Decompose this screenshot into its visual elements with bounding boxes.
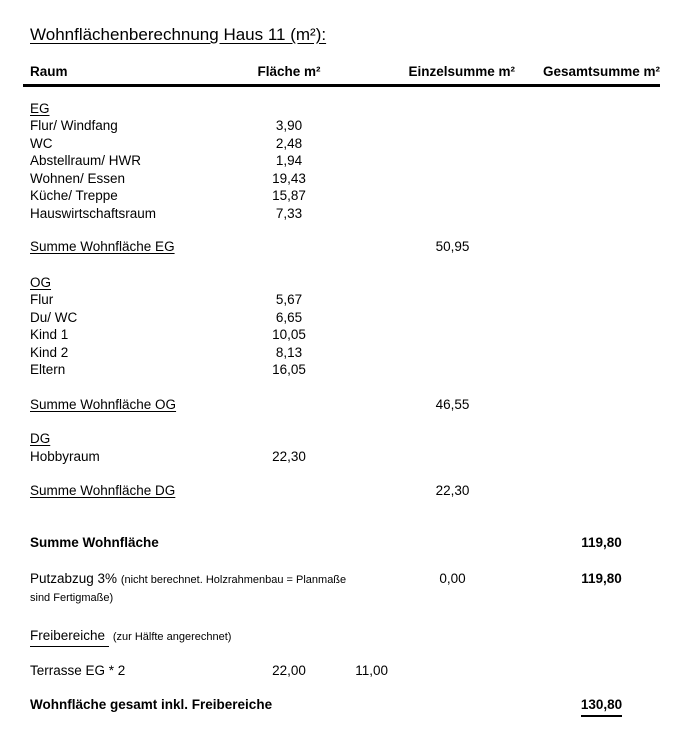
table-row: [30, 326, 660, 344]
room-area: 15,87: [272, 188, 306, 203]
sum-value: 22,30: [435, 483, 470, 498]
putzabzug-label-wrap: [30, 570, 352, 606]
column-header-spacer: [328, 63, 390, 81]
room-area: 22,30: [272, 448, 306, 464]
freibereiche-row: [30, 627, 660, 647]
section-heading-dg: DG: [30, 431, 51, 446]
putzabzug-note: (nicht berechnet. Holzrahmenbau = Planmaße sind Fertigmaße): [30, 574, 347, 604]
terrasse-flaeche-value: 22,00: [272, 662, 306, 678]
table-row: [30, 448, 660, 466]
empty-cell: [390, 696, 515, 717]
table-row: [30, 205, 660, 223]
room-area: 3,90: [275, 118, 303, 133]
room-name: Abstellraum/ HWR: [30, 153, 142, 168]
table-row: [30, 170, 660, 188]
total-sum-label: Summe Wohnfläche: [30, 534, 159, 550]
final-total-value: 130,80: [581, 696, 622, 717]
sum-row-og: [30, 396, 660, 414]
table-row: [30, 361, 660, 379]
terrasse-label: Terrasse EG * 2: [30, 662, 126, 678]
section-heading-og-row: [30, 274, 660, 292]
final-total-value-cell: [515, 696, 660, 717]
final-total-label: Wohnfläche gesamt inkl. Freibereiche: [30, 697, 273, 712]
final-total-row: [30, 696, 660, 717]
column-header-gesamtsumme: Gesamtsumme m²: [542, 64, 660, 79]
empty-cell: [250, 238, 328, 256]
empty-cell: [250, 396, 328, 414]
empty-cell: [328, 396, 390, 414]
room-name: Flur: [30, 292, 54, 307]
sum-label: Summe Wohnfläche EG: [30, 239, 175, 254]
page-title: Wohnflächenberechnung Haus 11 (m²):: [30, 25, 327, 44]
table-header-row: [23, 63, 660, 87]
putzabzug-einzel-value: 0,00: [439, 571, 466, 586]
table-row: [30, 309, 660, 327]
table-row: [30, 152, 660, 170]
room-name: Hobbyraum: [30, 448, 100, 464]
putzabzug-row: [30, 570, 660, 606]
table-row: [30, 135, 660, 153]
total-sum-value: 119,80: [581, 534, 622, 550]
sum-row-dg: [30, 482, 660, 500]
room-area: 7,33: [275, 205, 303, 221]
empty-cell: [328, 238, 390, 256]
room-name: Eltern: [30, 362, 66, 377]
section-heading-eg: EG: [30, 100, 50, 116]
total-sum-row: [30, 534, 660, 552]
freibereiche-note: (zur Hälfte angerechnet): [112, 631, 232, 643]
empty-cell: [250, 534, 328, 552]
room-name: Du/ WC: [30, 309, 78, 325]
putzabzug-label: Putzabzug 3%: [30, 571, 118, 586]
room-name: Kind 2: [30, 344, 69, 360]
room-name: Kind 1: [30, 327, 69, 342]
sum-label: Summe Wohnfläche DG: [30, 483, 176, 498]
room-name: WC: [30, 135, 53, 151]
table-row: [30, 187, 660, 205]
sum-value: 50,95: [435, 239, 470, 254]
terrasse-row: [30, 662, 660, 680]
empty-cell: [328, 482, 390, 500]
empty-cell: [328, 534, 390, 552]
putzabzug-gesamt-value: 119,80: [581, 571, 622, 586]
room-name: Flur/ Windfang: [30, 118, 118, 133]
empty-cell: [390, 534, 515, 552]
room-name: Wohnen/ Essen: [30, 170, 126, 186]
room-area: 6,65: [275, 309, 303, 325]
room-name: Küche/ Treppe: [30, 188, 118, 203]
room-area: 16,05: [272, 362, 306, 377]
section-heading-dg-row: [30, 430, 660, 448]
terrasse-einzel-value: 11,00: [355, 662, 388, 678]
column-header-einzelsumme: Einzelsumme m²: [408, 64, 515, 79]
column-header-flaeche: Fläche m²: [257, 64, 321, 79]
room-name: Hauswirtschaftsraum: [30, 205, 157, 221]
empty-cell: [250, 482, 328, 500]
sum-value: 46,55: [435, 396, 470, 412]
freibereiche-label-wrap: [30, 627, 390, 647]
room-area: 19,43: [272, 170, 306, 186]
room-area: 2,48: [275, 135, 303, 151]
section-heading-og: OG: [30, 274, 52, 290]
room-area: 1,94: [275, 153, 303, 168]
sum-row-eg: [30, 238, 660, 256]
table-row: [30, 344, 660, 362]
room-area: 10,05: [272, 327, 306, 342]
freibereiche-label: Freibereiche: [30, 627, 109, 647]
table-row: [30, 117, 660, 135]
column-header-raum: Raum: [30, 64, 68, 79]
section-heading-eg-row: [30, 100, 660, 118]
sum-label: Summe Wohnfläche OG: [30, 396, 177, 412]
room-area: 5,67: [275, 292, 303, 307]
room-area: 8,13: [275, 344, 303, 360]
table-row: [30, 291, 660, 309]
